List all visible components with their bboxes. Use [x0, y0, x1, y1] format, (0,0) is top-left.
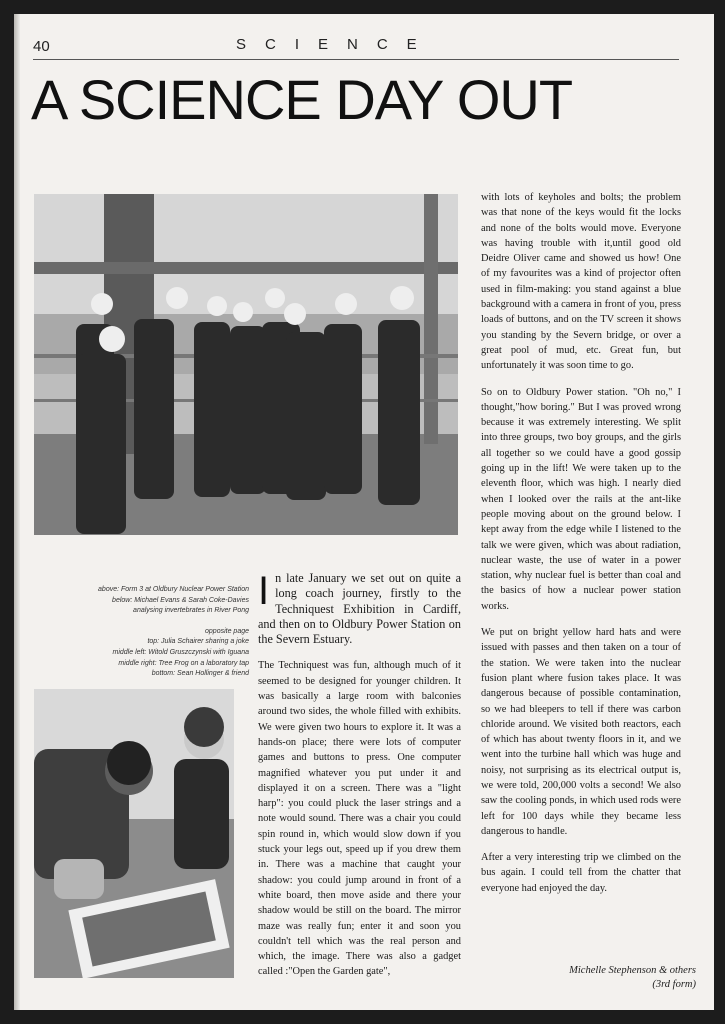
photo-captions — [54, 585, 249, 680]
caption-line: middle right: Tree Frog on a laboratory tap — [118, 659, 249, 667]
drop-cap: I — [258, 571, 270, 613]
caption-line: bottom: Sean Hollinger & friend — [151, 670, 249, 678]
caption-line: analysing invertebrates in River Pong — [133, 607, 249, 615]
caption-line: below: Michael Evans & Sarah Coke-Davies — [112, 596, 249, 604]
signoff — [494, 964, 696, 992]
signoff-form: (3rd form) — [652, 979, 696, 990]
magazine-page — [14, 14, 714, 1010]
caption-line: middle left: Witold Gruszczynski with Iguana — [112, 648, 249, 656]
section-title: SCIENCE — [236, 36, 436, 53]
caption-line: top: Julia Schairer sharing a joke — [147, 638, 249, 646]
caption-line: above: Form 3 at Oldbury Nuclear Power Station — [98, 586, 249, 593]
river-photo — [34, 689, 234, 978]
article-column-2 — [481, 190, 681, 935]
article-paragraph: with lots of keyholes and bolts; the problem was that none of the keys would fit the locks and none of the bolts would move. Everyone was having trouble with it,until good old Deidre Oliver came and showed us how! One of my favourites was a kind of projector often used in film-making: you stand against a blue background with a camera in front of you, press loads of buttons, and on the TV screen it shows you standing by the Severn bridge, or over a great pool of mud, etc. Great fun, but unfortunately it was soon time to go. — [481, 192, 681, 372]
intro-text: n late January we set out on quite a long coach journey, firstly to the Techniquest Exhibition in Cardiff, and then on to Oldbury Power Station on the Severn Estuary. — [258, 571, 461, 647]
header-rule — [33, 59, 679, 60]
article-intro — [258, 571, 461, 647]
signoff-author: Michelle Stephenson & others — [569, 965, 696, 976]
page-binding — [14, 14, 20, 1010]
headline: A SCIENCE DAY OUT — [31, 68, 573, 131]
article-column-1 — [258, 571, 461, 981]
article-paragraph: The Techniquest was fun, although much of it seemed to be designed for younger children. It was basically a large room with balconies around two sides, the whole filled with exhibits. We were given two hours to explore it. It was a hands-on place; there were lots of computer games and buttons to press. One computer magnified whatever you put under it and displayed it on a screen. There was a "light harp": you could pluck the laser strings and a note would sound. There was a chair you could spin round in, which would slow down if you stuck your legs out, speed up if you drew them in. There was a machine that caught your shadow: you could jump around in front of a white board, then move aside and there your shadow would be still on the board. The mirror maze was really fun; enter it and soon you couldn't tell which was the real person and which, the image. There was also a gadget called :"Open the Garden gate", — [258, 660, 461, 978]
caption-line: opposite page — [205, 627, 249, 635]
article-paragraph: We put on bright yellow hard hats and were issued with passes and then taken on a tour of the station. We were taken into the nuclear fusion plant where fusion takes place. It was dangerous because of possible contamination, so we had bleepers to tell if there was carbon chloride around. We visited both reactors, each of which has about twenty floors in it, and we went into the turbine hall which was huge and noisy, not surprising as its electrical output is, we were told, 200,000 volts a second! We also saw the cooling ponds, in which used rods were left for 100 days while they became less dangerous to handle. — [481, 627, 681, 837]
group-photo — [34, 194, 458, 535]
page-number: 40 — [33, 38, 50, 55]
article-paragraph: So on to Oldbury Power station. "Oh no," I thought,"how boring." But I was proved wrong because it was extremely interesting. We split into three groups, two boy groups, and the girls all together so we could have a good gossip going up in the lift! We were taken up to the eleventh floor, which was high. I nearly died when I looked over the rails at the ant-like people moving about on the ground below. I kept away from the edge while I listened to the talk we were given, which was about radiation, nuclear waste, the use of water in a power station, why nuclear fuel is better than coal and the basics of how a nuclear power station works. — [481, 386, 681, 612]
article-paragraph: After a very interesting trip we climbed on the bus again. I could tell from the chatter that everyone had enjoyed the day. — [481, 852, 681, 894]
